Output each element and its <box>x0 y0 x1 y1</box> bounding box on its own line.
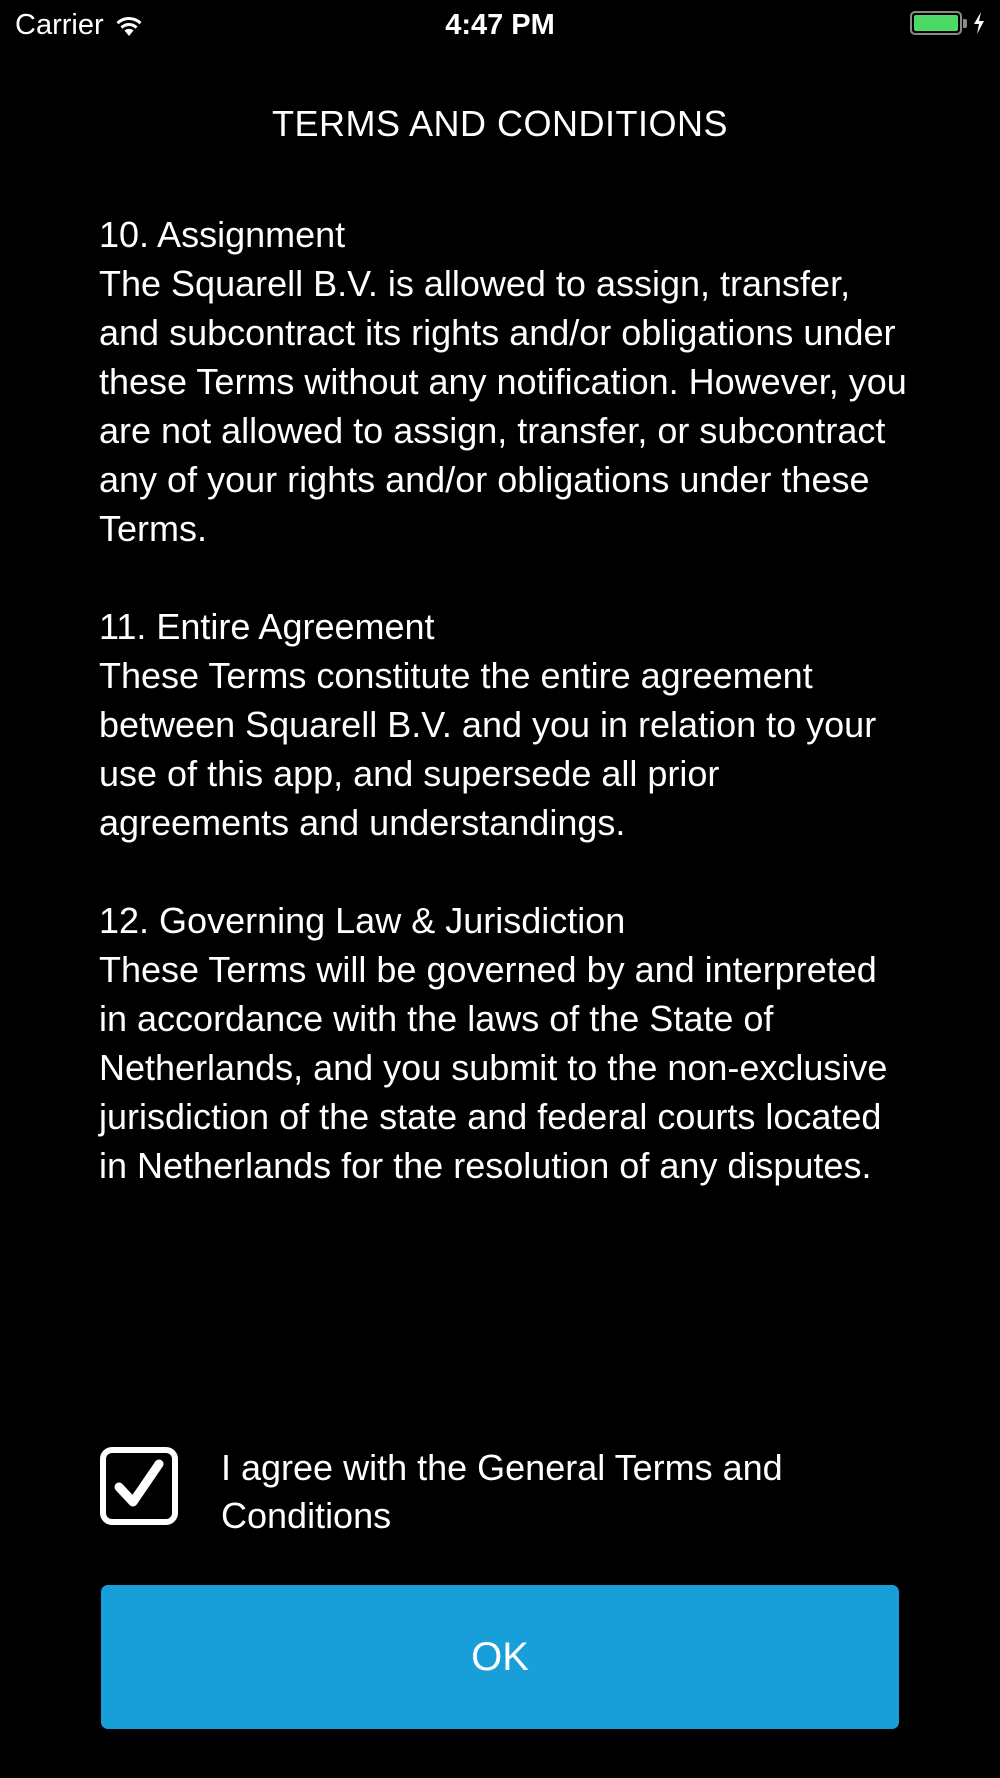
carrier-label: Carrier <box>15 9 104 41</box>
battery-level <box>914 15 958 31</box>
status-bar <box>0 0 1000 50</box>
section-body: These Terms will be governed by and interpreted in accordance with the laws of the State of Netherlands, and you submit to the non-exclusive jurisdiction of the state and federal courts located in Netherlands for the resolution of any disputes. <box>99 949 888 1186</box>
section-heading: 12. Governing Law & Jurisdiction <box>99 900 626 941</box>
charging-bolt-icon <box>972 11 986 35</box>
agree-row[interactable] <box>99 1444 899 1544</box>
section-heading: 11. Entire Agreement <box>99 606 435 647</box>
checkbox-checked-icon[interactable] <box>100 1447 178 1525</box>
battery-indicator <box>910 11 986 35</box>
terms-section-governing-law <box>99 896 909 1190</box>
terms-section-assignment <box>99 210 909 553</box>
battery-icon <box>910 11 962 35</box>
ok-button[interactable]: OK <box>101 1585 899 1729</box>
terms-section-entire-agreement <box>99 602 909 847</box>
agree-label[interactable]: I agree with the General Terms and Conditions <box>221 1447 783 1536</box>
section-body: The Squarell B.V. is allowed to assign, transfer, and subcontract its rights and/or obligations under these Terms without any notification. However, you are not allowed to assign, transfer, or subcontract any of your rights and/or obligations under these Terms. <box>99 263 907 549</box>
status-time: 4:47 PM <box>445 9 555 41</box>
section-body: These Terms constitute the entire agreement between Squarell B.V. and you in relation to your use of this app, and supersede all prior agreements and understandings. <box>99 655 877 843</box>
battery-nub <box>963 19 967 28</box>
terms-content <box>99 210 909 1239</box>
section-heading: 10. Assignment <box>99 214 346 255</box>
page-title: TERMS AND CONDITIONS <box>271 103 729 144</box>
